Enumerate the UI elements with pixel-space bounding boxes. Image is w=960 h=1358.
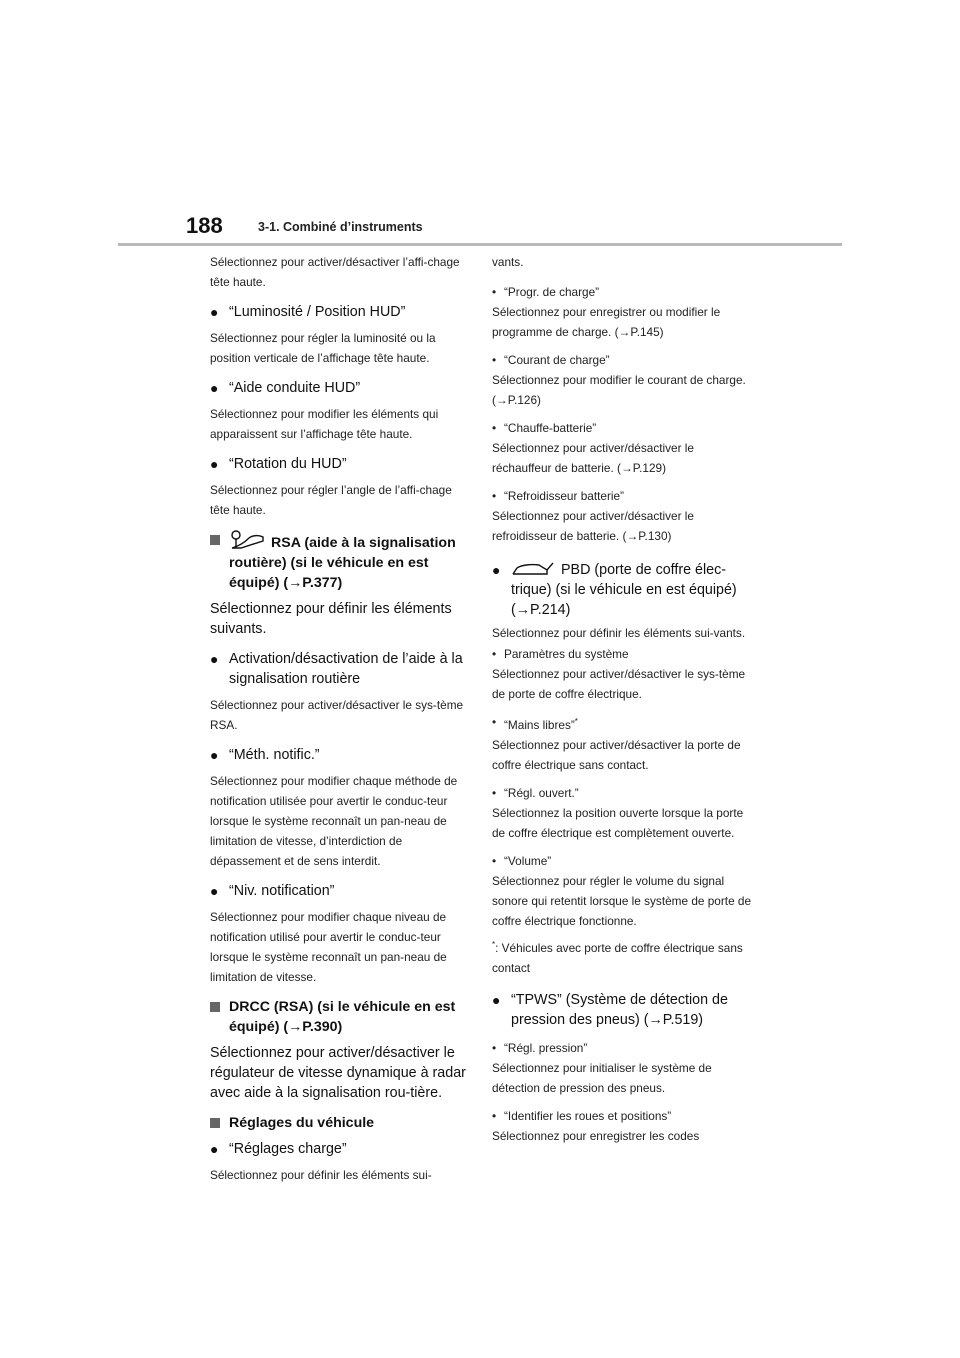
bullet-text: Sélectionnez pour régler l’angle de l’affi-chage tête haute.: [210, 483, 452, 517]
sub-text: Sélectionnez pour activer/désactiver la porte de coffre électrique sans contact.: [492, 737, 741, 772]
header-rule: [118, 243, 842, 246]
sub-text: Sélectionnez pour enregistrer les codes: [492, 1128, 700, 1143]
section-heading-drcc: DRCC (RSA) (si le véhicule en est équipé) (→P.390): [210, 997, 468, 1037]
sub-text: Sélectionnez pour initialiser le système de détection de pression des pneus.: [492, 1060, 712, 1095]
sub-bullet-item: • “Progr. de charge”: [492, 285, 600, 299]
bullet-text: Sélectionnez pour définir les éléments sui-vants.: [492, 626, 746, 640]
sub-bullet-item: • “Chauffe-batterie”: [492, 421, 597, 435]
sub-bullet-item: • “Mains libres”*: [492, 715, 578, 732]
bullet-text: Sélectionnez pour activer/désactiver le sys-tème RSA.: [210, 698, 464, 732]
sub-text: Sélectionnez pour activer/désactiver le réchauffeur de batterie. (→P.129): [492, 441, 694, 475]
left-column: [210, 252, 468, 1195]
right-column: [492, 252, 754, 1146]
bullet-item-tpws: ● “TPWS” (Système de détection de pression des pneus) (→P.519): [492, 991, 728, 1028]
bullet-text: Sélectionnez pour régler la luminosité ou la position verticale de l’affichage tête haute.: [210, 331, 436, 365]
sub-bullet-item: • “Refroidisseur batterie”: [492, 489, 624, 503]
sub-text: Sélectionnez pour modifier le courant de charge. (→P.126): [492, 373, 746, 407]
road-sign-assist-icon: [229, 530, 265, 550]
sub-bullet-item: • “Identifier les roues et positions”: [492, 1108, 672, 1123]
section-heading-vehicle: Réglages du véhicule: [210, 1113, 468, 1133]
sub-bullet-item: • “Régl. ouvert.”: [492, 785, 579, 800]
square-marker-icon: [210, 1002, 220, 1012]
sub-bullet-item: • “Régl. pression”: [492, 1040, 588, 1055]
bullet-text: Sélectionnez pour définir les éléments sui-: [210, 1168, 432, 1182]
bullet-text: Sélectionnez pour modifier chaque méthode de notification utilisée pour avertir le conduc-teur lorsque le système reconnaît un pan-neau de limitation de vitesse, d’interdiction de dépassement et de sens interdit.: [210, 774, 458, 868]
square-marker-icon: [210, 1118, 220, 1128]
bullet-item: ● “Aide conduite HUD”: [210, 380, 361, 396]
bullet-item: ● “Luminosité / Position HUD”: [210, 304, 406, 320]
page-number: 188: [186, 213, 223, 238]
sub-bullet-item: • Paramètres du système: [492, 647, 629, 661]
intro-text: Sélectionnez pour activer/désactiver l’affi-chage tête haute.: [210, 255, 460, 289]
sub-text: Sélectionnez pour activer/désactiver le refroidisseur de batterie. (→P.130): [492, 509, 694, 543]
sub-bullet-item: • “Courant de charge”: [492, 353, 610, 367]
bullet-item-pbd: ● PBD (porte de coffre élec-trique) (si le véhicule en est équipé) (→P.214): [492, 562, 737, 618]
sub-text: Sélectionnez pour enregistrer ou modifier le programme de charge. (→P.145): [492, 305, 721, 339]
square-marker-icon: [210, 535, 220, 545]
sub-bullet-item: • “Volume”: [492, 853, 552, 868]
section-text: Sélectionnez pour définir les éléments suivants.: [210, 601, 452, 637]
bullet-item: ● “Rotation du HUD”: [210, 456, 347, 472]
bullet-text: Sélectionnez pour modifier chaque niveau de notification utilisé pour avertir le conduc-teur lorsque le système reconnaît un pan-neau de limitation de vitesse.: [210, 910, 447, 984]
power-back-door-icon: [511, 561, 555, 577]
footnote: *: Véhicules avec porte de coffre électrique sans contact: [492, 939, 743, 975]
section-title: 3-1. Combiné d’instruments: [258, 220, 423, 234]
bullet-item: ● “Réglages charge”: [210, 1141, 347, 1157]
bullet-item: ● “Méth. notific.”: [210, 747, 320, 763]
section-text: Sélectionnez pour activer/désactiver le régulateur de vitesse dynamique à radar avec aide à la signalisation rou-tière.: [210, 1045, 466, 1101]
bullet-text: Sélectionnez pour modifier les éléments qui apparaissent sur l’affichage tête haute.: [210, 407, 439, 441]
sub-text: Sélectionnez pour activer/désactiver le sys-tème de porte de coffre électrique.: [492, 667, 746, 701]
continued-text: vants.: [492, 255, 524, 269]
bullet-item: ● Activation/désactivation de l’aide à la signalisation routière: [210, 651, 463, 687]
sub-text: Sélectionnez la position ouverte lorsque la porte de coffre électrique est complètement ouverte.: [492, 805, 744, 840]
sub-text: Sélectionnez pour régler le volume du signal sonore qui retentit lorsque le système de porte de coffre électrique fonctionne.: [492, 873, 752, 928]
section-heading-rsa: RSA (aide à la signalisation routière) (si le véhicule en est équipé) (→P.377): [210, 530, 468, 593]
bullet-item: ● “Niv. notification”: [210, 883, 335, 899]
